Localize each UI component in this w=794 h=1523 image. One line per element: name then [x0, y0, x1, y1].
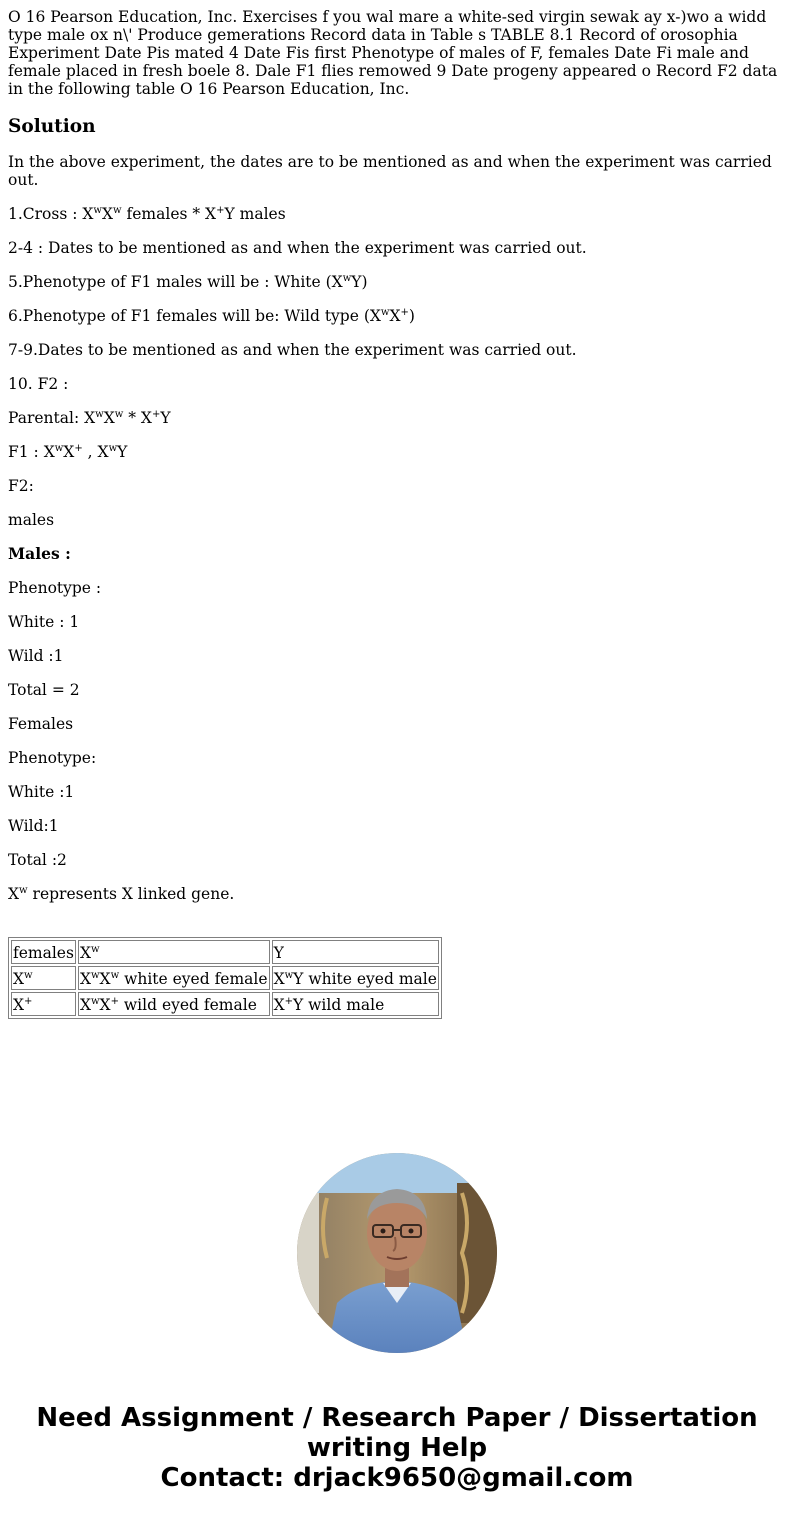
f1-males-phenotype-line: 5.Phenotype of F1 males will be : White $(X^wY)$: [8, 273, 368, 291]
xlinked-note: $X^w$ represents X linked gene.: [8, 885, 235, 903]
table-cell: $X^w$: [78, 940, 270, 964]
table-cell: $X^wX^w$ white eyed female: [78, 966, 270, 990]
males-phenotype-label: Phenotype :: [8, 579, 102, 597]
table-cell: $X^wX^+$ wild eyed female: [78, 992, 270, 1016]
table-cell: $X^w$: [11, 966, 76, 990]
males-white-count: White : 1: [8, 613, 80, 631]
females-white-count: White :1: [8, 783, 75, 801]
f2-title: 10. F2 :: [8, 375, 69, 393]
males-label: males: [8, 511, 55, 529]
portrait-image: [297, 1153, 497, 1353]
promo-contact: Contact: drjack9650@gmail.com: [160, 1463, 634, 1493]
females-phenotype-label: Phenotype:: [8, 749, 97, 767]
punnett-square-table: [8, 937, 442, 1019]
table-cell: Y: [272, 940, 439, 964]
table-row: [11, 966, 439, 990]
f1-females-phenotype-line: 6.Phenotype of F1 females will be: Wild type $(X^wX^+)$: [8, 307, 415, 325]
males-wild-count: Wild :1: [8, 647, 64, 665]
dates-2-4-line: 2-4 : Dates to be mentioned as and when the experiment was carried out.: [8, 239, 587, 257]
females-wild-count: Wild:1: [8, 817, 59, 835]
table-row: [11, 940, 439, 964]
f1-line: F1 : $X^wX^+$ , $X^wY$: [8, 443, 128, 461]
males-total: Total = 2: [8, 681, 80, 699]
promo-line-1: Need Assignment / Research Paper / Dissertation: [36, 1403, 758, 1433]
author-avatar: [297, 1153, 497, 1353]
cross-line: 1.Cross : $X^wX^w$ females * X+Y males: [8, 205, 286, 223]
table-cell: females: [11, 940, 76, 964]
f2-label: F2:: [8, 477, 34, 495]
males-heading: Males :: [8, 544, 71, 563]
table-row: [11, 992, 439, 1016]
parental-line: Parental: $X^wX^w * X^+Y$: [8, 409, 171, 427]
table-cell: $X^wY$ white eyed male: [272, 966, 439, 990]
females-total: Total :2: [8, 851, 67, 869]
intro-text: In the above experiment, the dates are to be mentioned as and when the experiment was carried out.: [8, 153, 772, 189]
promo-banner: [0, 1403, 794, 1493]
table-cell: X+Y wild male: [272, 992, 439, 1016]
table-cell: X+: [11, 992, 76, 1016]
question-text: O 16 Pearson Education, Inc. Exercises f you wal mare a white-sed virgin sewak ay x-)wo a widd type male ox n\' Produce gemerations Record data in Table s TABLE 8.1 Record of orosophia Experiment Date Pis mated 4 Date Fis first Phenotype of males of F, females Date Fi male and female placed in fresh boele 8. Dale F1 flies remowed 9 Date progeny appeared o Record F2 data in the following table O 16 Pearson Education, Inc.: [8, 8, 778, 98]
females-heading: Females: [8, 715, 74, 733]
promo-line-2: writing Help: [306, 1433, 488, 1463]
solution-heading: Solution: [8, 116, 96, 137]
dates-7-9-line: 7-9.Dates to be mentioned as and when the experiment was carried out.: [8, 341, 577, 359]
